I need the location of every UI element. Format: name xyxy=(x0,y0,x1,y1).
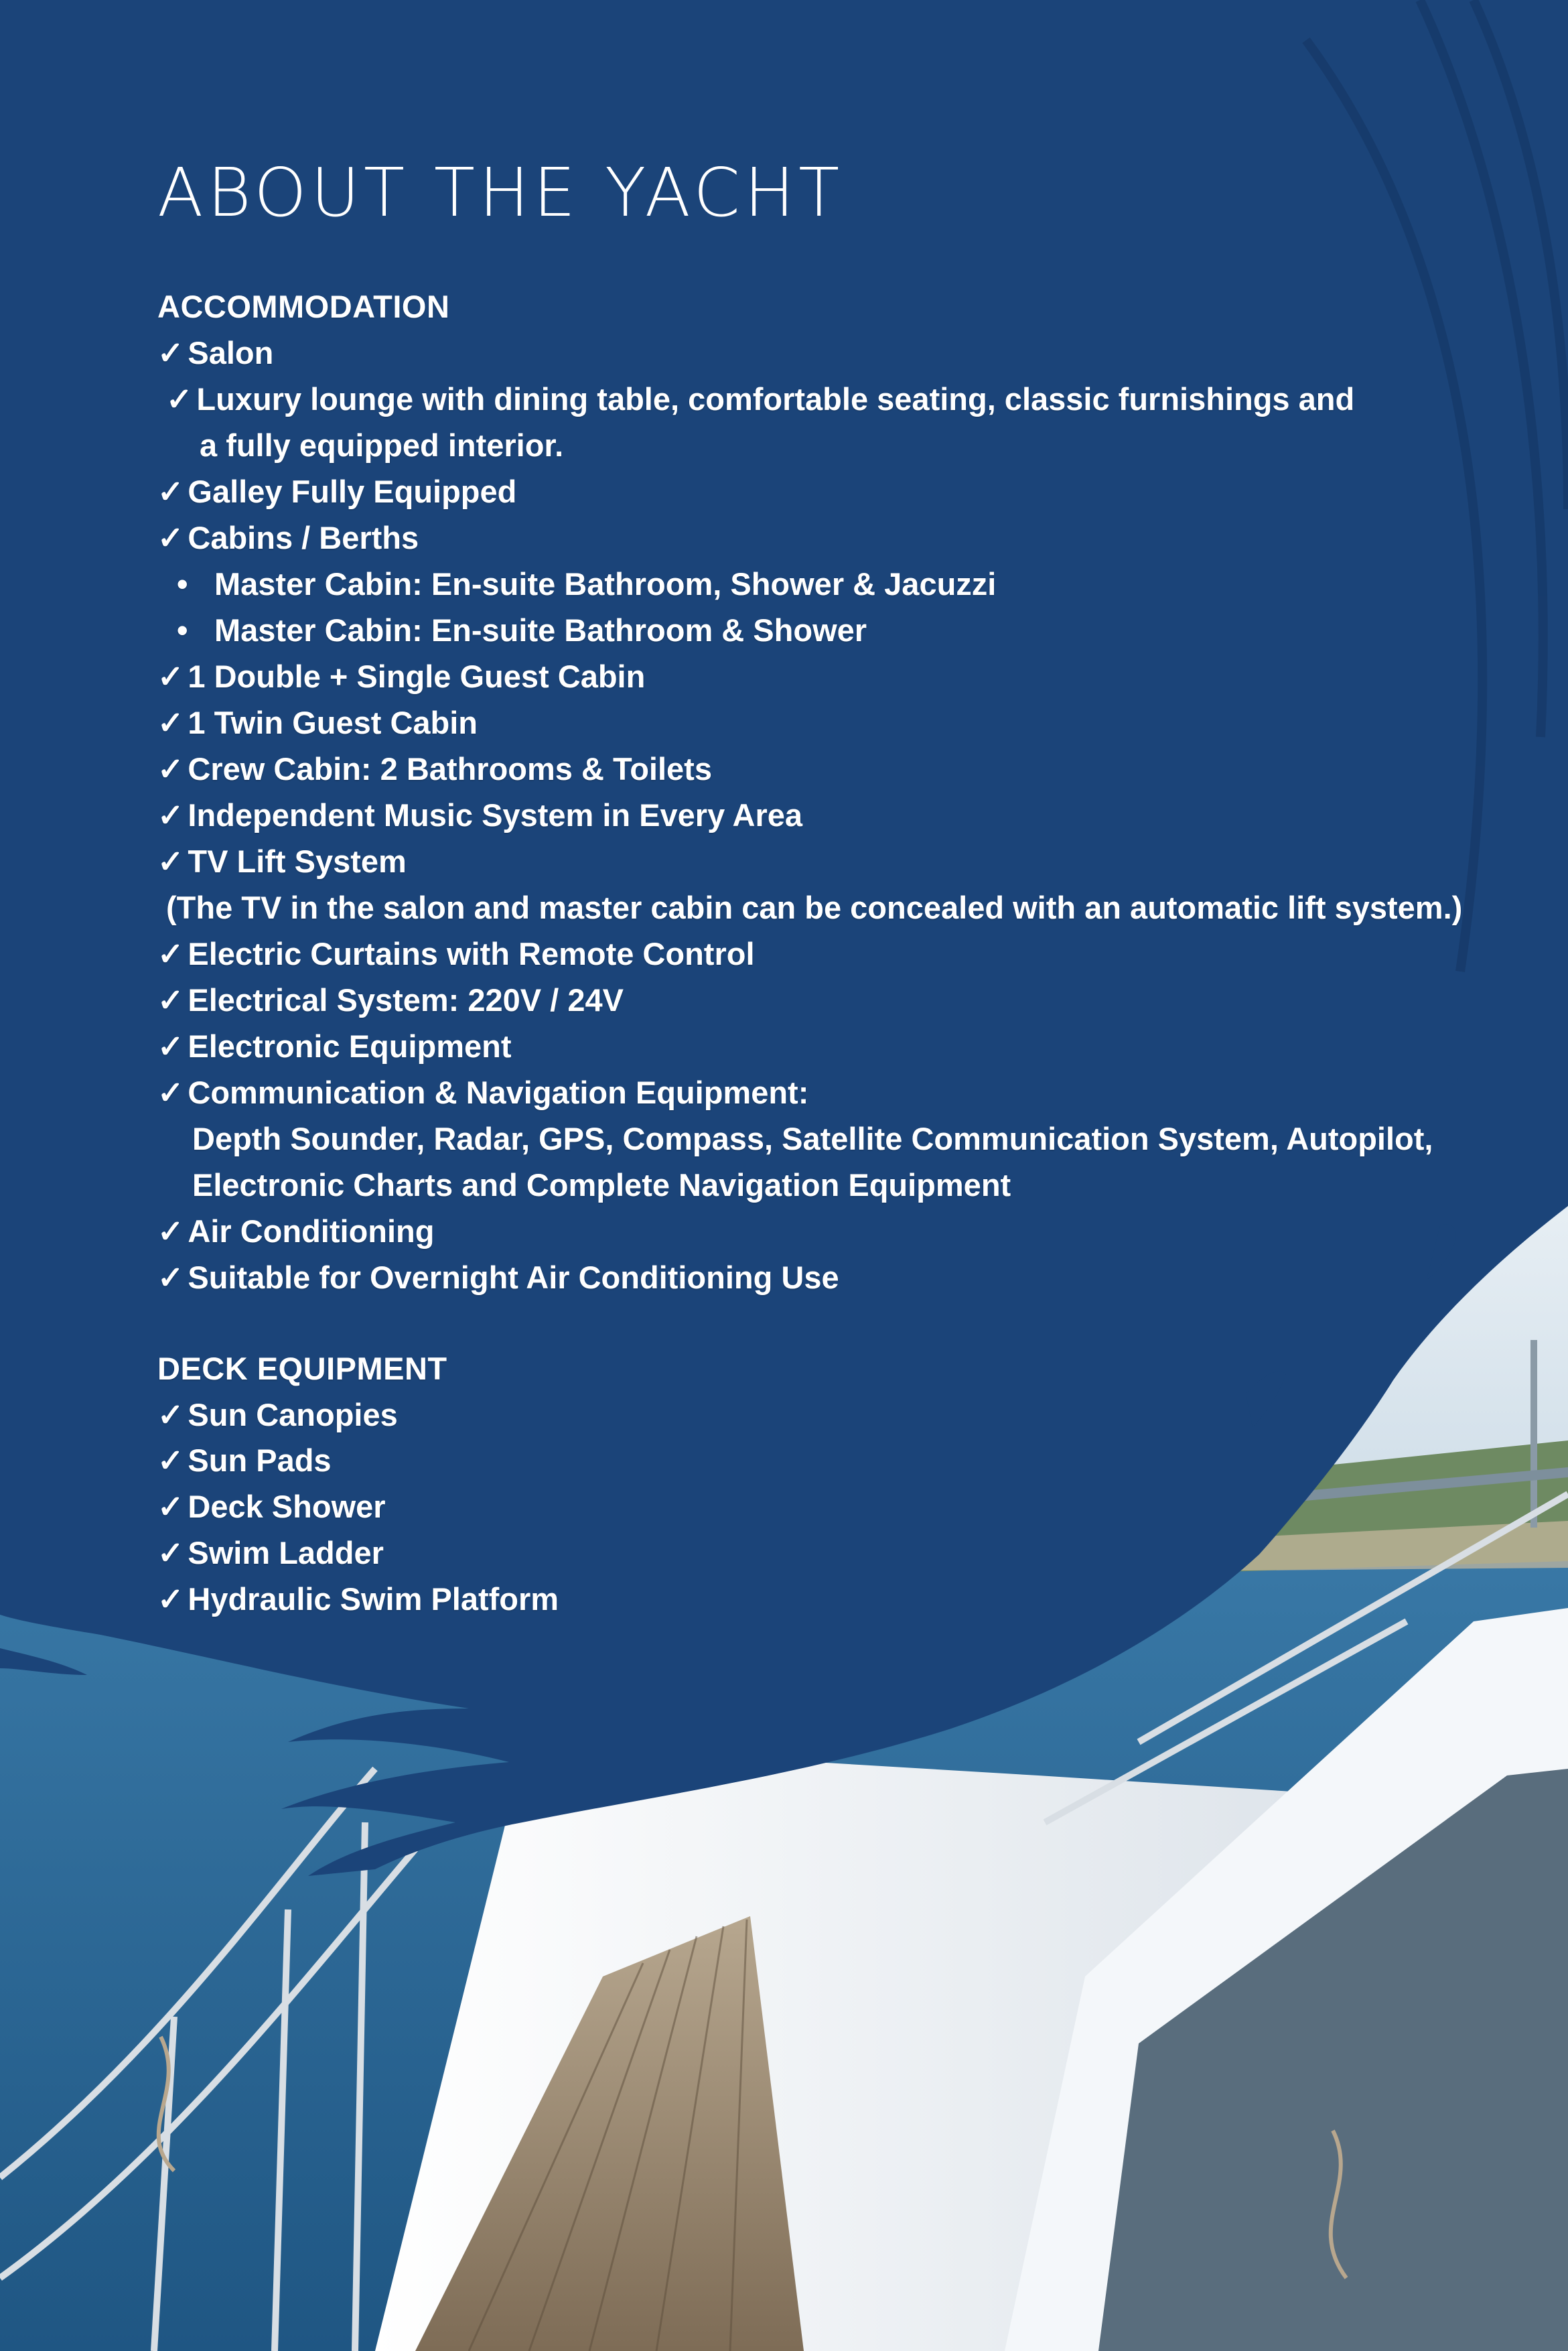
check-mark-icon: ✓ xyxy=(157,335,184,371)
list-item-continuation: Depth Sounder, Radar, GPS, Compass, Satellite Communication System, Autopilot, xyxy=(192,1121,1433,1156)
check-mark-icon: ✓ xyxy=(157,1260,184,1295)
check-mark-icon: ✓ xyxy=(166,381,193,417)
list-item xyxy=(157,795,802,835)
list-item-continuation: a fully equipped interior. xyxy=(200,427,564,463)
sub-list-item xyxy=(177,564,996,604)
list-item xyxy=(157,703,478,743)
list-item-label: 1 Double + Single Guest Cabin xyxy=(188,659,646,694)
list-item xyxy=(157,1073,808,1113)
check-mark-icon: ✓ xyxy=(157,797,184,833)
list-item-continuation: Electronic Charts and Complete Navigation Equipment xyxy=(192,1167,1011,1203)
list-item-label: Crew Cabin: 2 Bathrooms & Toilets xyxy=(188,751,712,787)
check-mark-icon: ✓ xyxy=(157,1442,184,1478)
list-item xyxy=(157,472,516,512)
list-item xyxy=(157,749,712,789)
list-item xyxy=(157,1487,386,1527)
list-item xyxy=(157,842,407,882)
check-mark-icon: ✓ xyxy=(157,1581,184,1617)
bullet-dot-icon: • xyxy=(177,566,188,602)
sub-list-item xyxy=(177,610,867,651)
list-item xyxy=(157,1258,839,1298)
check-mark-icon: ✓ xyxy=(157,1489,184,1524)
list-item xyxy=(157,333,273,373)
check-mark-icon: ✓ xyxy=(157,982,184,1018)
sub-list-item-label: Master Cabin: En-suite Bathroom & Shower xyxy=(214,612,867,648)
list-item-note: (The TV in the salon and master cabin can be concealed with an automatic lift system.) xyxy=(166,890,1463,925)
list-item-label: Electric Curtains with Remote Control xyxy=(188,936,755,971)
list-item xyxy=(157,1440,332,1481)
list-item xyxy=(157,518,419,558)
list-item-label: Electrical System: 220V / 24V xyxy=(188,982,624,1018)
check-mark-icon: ✓ xyxy=(157,705,184,740)
check-mark-icon: ✓ xyxy=(157,1213,184,1249)
list-item xyxy=(157,934,755,974)
sub-list-item-label: Master Cabin: En-suite Bathroom, Shower & Jacuzzi xyxy=(214,566,997,602)
list-item-label: Sun Canopies xyxy=(188,1397,398,1432)
list-item-label: 1 Twin Guest Cabin xyxy=(188,705,478,740)
check-mark-icon: ✓ xyxy=(157,474,184,509)
list-item xyxy=(157,980,624,1020)
list-item-label: Deck Shower xyxy=(188,1489,386,1524)
list-item-label: Sun Pads xyxy=(188,1442,332,1478)
list-item xyxy=(157,1579,559,1619)
section-heading-deck-equipment: DECK EQUIPMENT xyxy=(157,1351,447,1386)
list-item xyxy=(157,1395,398,1435)
list-item-label: Salon xyxy=(188,335,274,371)
list-item xyxy=(157,1211,434,1252)
check-mark-icon: ✓ xyxy=(157,936,184,971)
list-item xyxy=(157,657,645,697)
check-mark-icon: ✓ xyxy=(157,751,184,787)
list-item-label: Cabins / Berths xyxy=(188,520,419,555)
check-mark-icon: ✓ xyxy=(157,659,184,694)
check-mark-icon: ✓ xyxy=(157,1075,184,1110)
list-item-label: Communication & Navigation Equipment: xyxy=(188,1075,809,1110)
check-mark-icon: ✓ xyxy=(157,1028,184,1064)
check-mark-icon: ✓ xyxy=(157,1397,184,1432)
page-title: ABOUT THE YACHT xyxy=(157,153,844,232)
list-item xyxy=(157,1026,512,1067)
list-item-label: Luxury lounge with dining table, comfortable seating, classic furnishings and xyxy=(196,381,1355,417)
check-mark-icon: ✓ xyxy=(157,844,184,879)
check-mark-icon: ✓ xyxy=(157,1535,184,1570)
list-item-label: Air Conditioning xyxy=(188,1213,435,1249)
list-item-label: Independent Music System in Every Area xyxy=(188,797,803,833)
bullet-dot-icon: • xyxy=(177,612,188,648)
list-item-label: TV Lift System xyxy=(188,844,407,879)
list-item-label: Hydraulic Swim Platform xyxy=(188,1581,559,1617)
list-item xyxy=(157,1533,384,1573)
check-mark-icon: ✓ xyxy=(157,520,184,555)
section-heading-accommodation: ACCOMMODATION xyxy=(157,289,450,324)
list-item-label: Suitable for Overnight Air Conditioning Use xyxy=(188,1260,839,1295)
list-item-label: Galley Fully Equipped xyxy=(188,474,517,509)
list-item-label: Electronic Equipment xyxy=(188,1028,512,1064)
list-item-label: Swim Ladder xyxy=(188,1535,384,1570)
list-item xyxy=(166,379,1354,419)
